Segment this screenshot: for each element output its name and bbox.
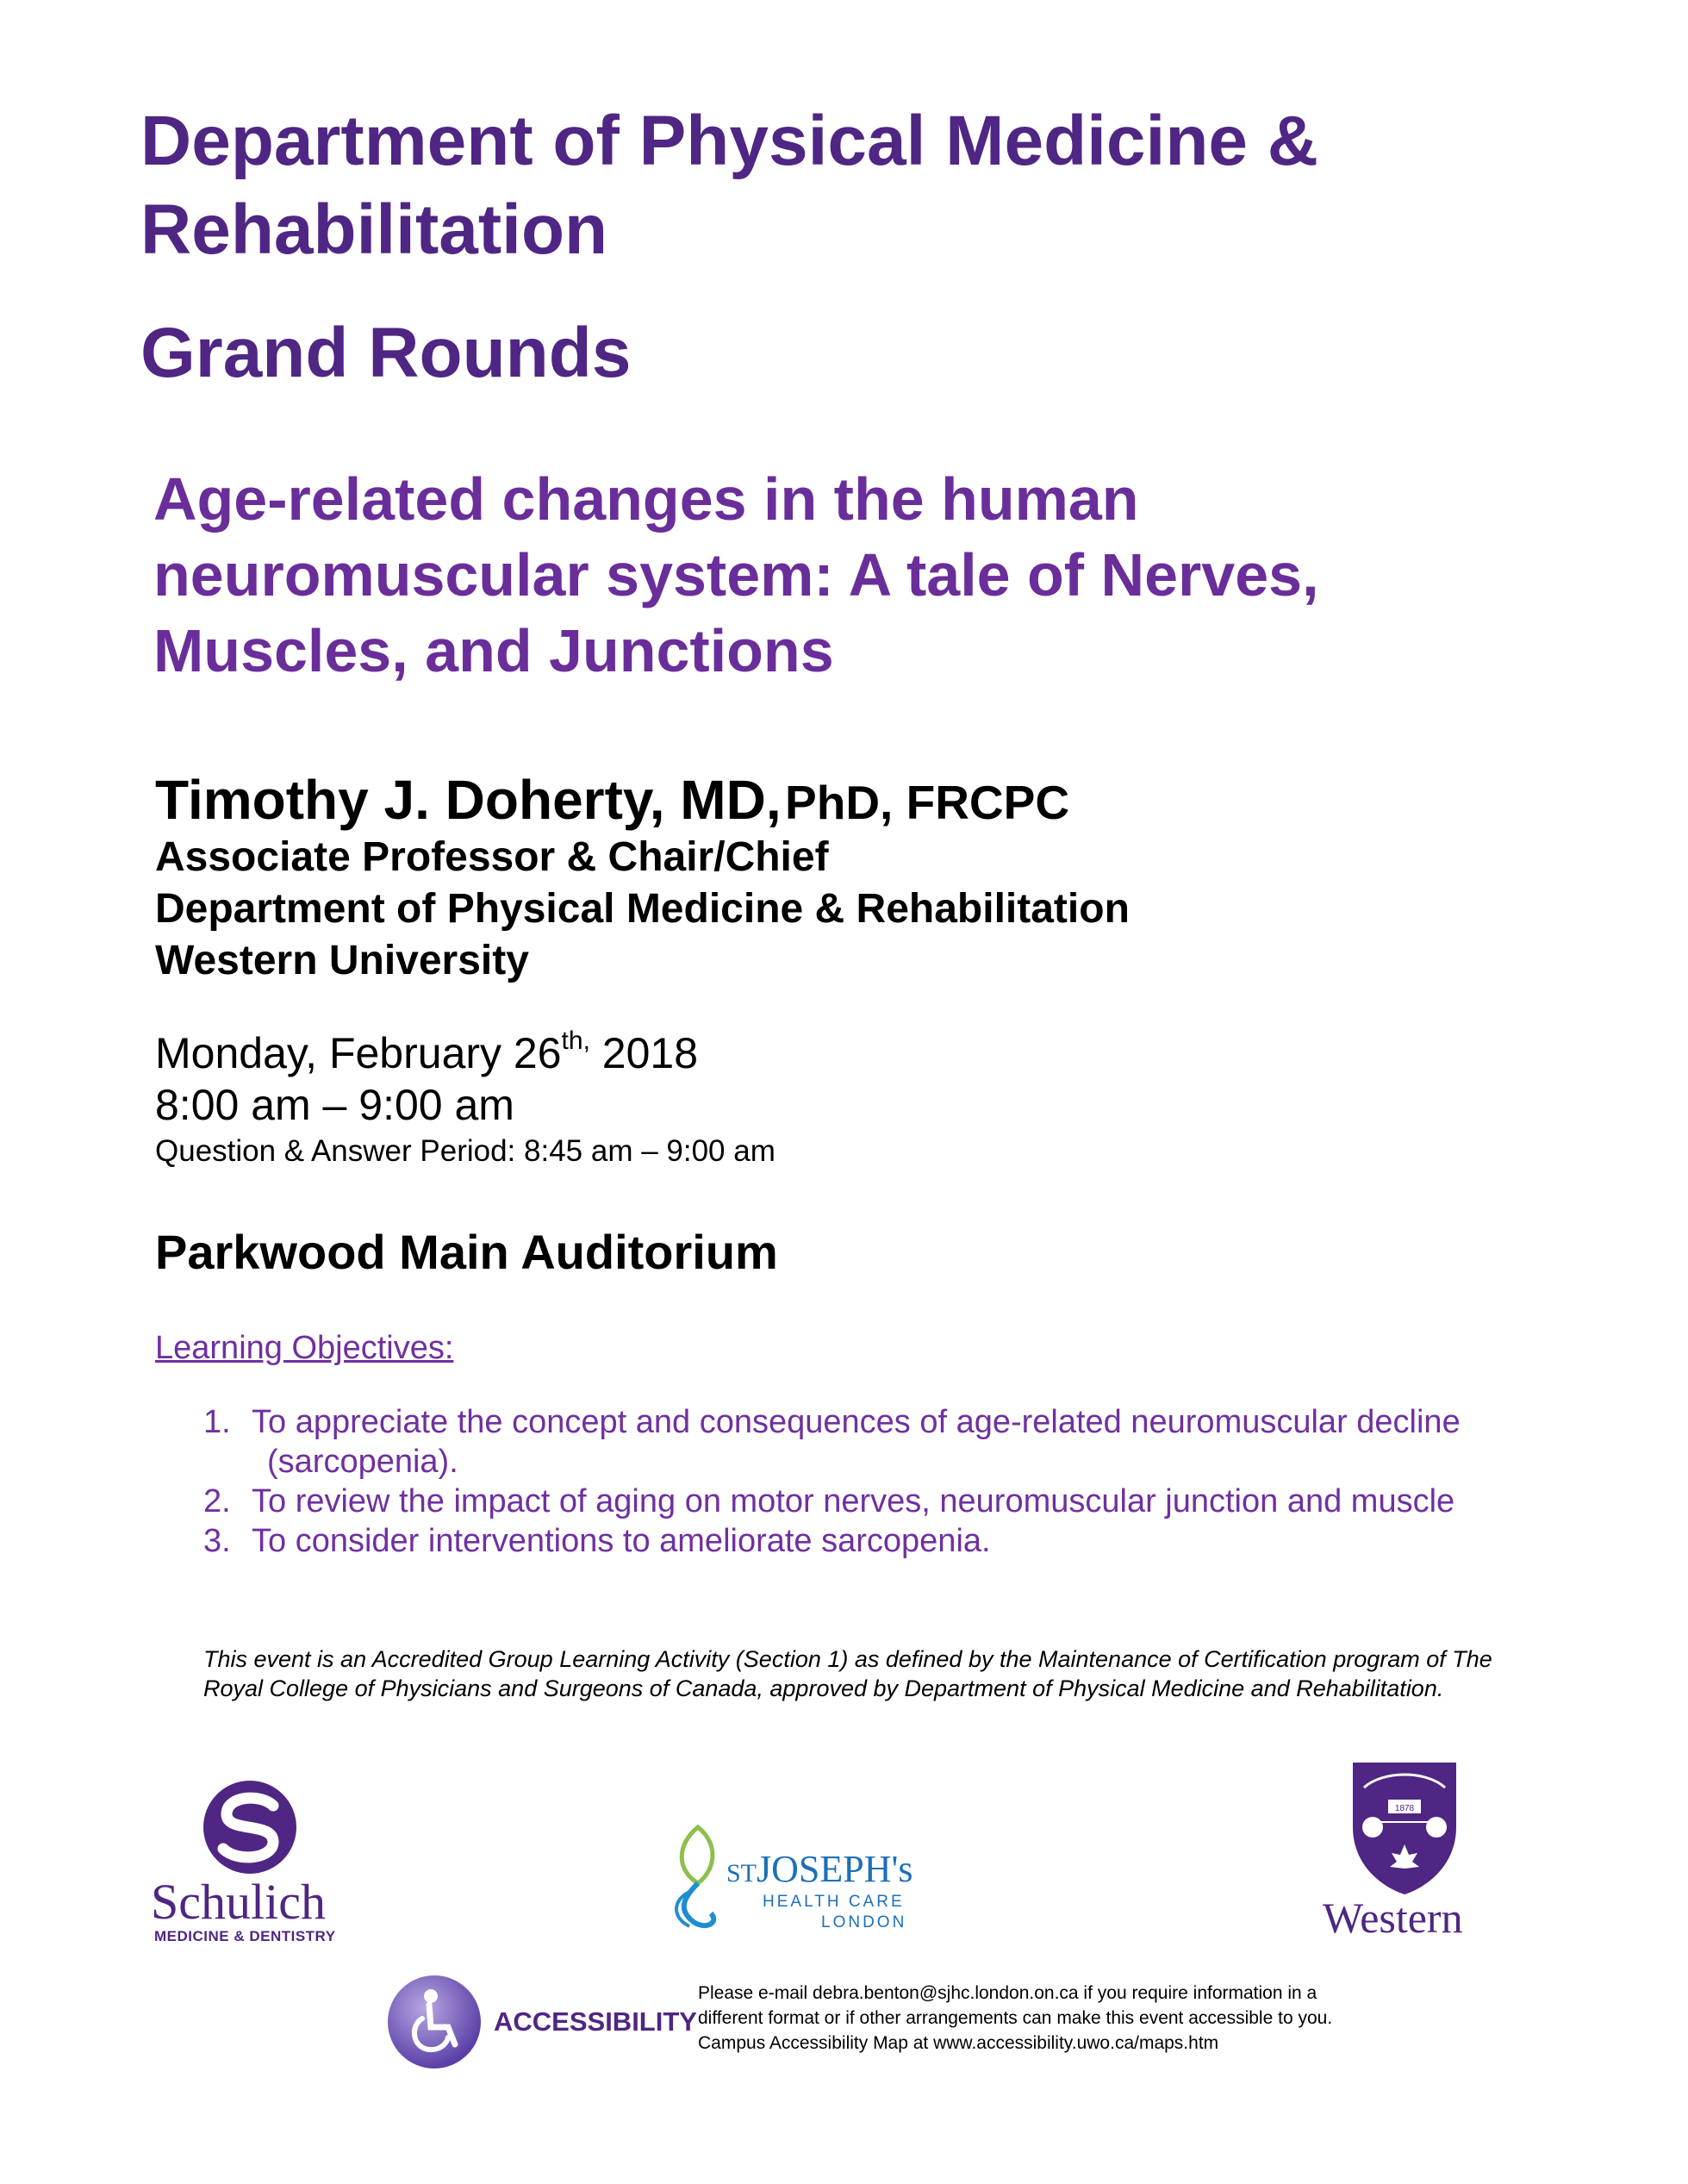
department-title-line2: Rehabilitation: [140, 190, 608, 269]
list-item: [203, 1402, 1548, 1482]
talk-title: [153, 461, 1635, 689]
date-suffix: th,: [561, 1026, 590, 1055]
venue: Parkwood Main Auditorium: [155, 1225, 778, 1279]
objective-number: 2.: [203, 1483, 231, 1519]
list-item: [203, 1521, 1548, 1561]
talk-title-line1: Age-related changes in the human: [153, 465, 1139, 533]
schulich-name: Schulich: [151, 1874, 326, 1930]
accessibility-note-line2: different format or if other arrangements can make this event accessible to you.: [698, 2008, 1333, 2028]
st-josephs-logo: [668, 1819, 944, 1939]
speaker-name-text: Timothy J. Doherty, MD,: [155, 769, 782, 831]
objective-text: [252, 1402, 1461, 1482]
speaker-institution: Western University: [155, 938, 529, 983]
st-josephs-st: ST: [726, 1859, 757, 1888]
list-item: [203, 1482, 1548, 1521]
schulich-subtitle: MEDICINE & DENTISTRY: [154, 1928, 336, 1944]
department-title: [140, 97, 1623, 274]
western-crest-icon: [1349, 1758, 1461, 1896]
objective-text: To review the impact of aging on motor nerves, neuromuscular junction and muscle: [252, 1483, 1455, 1519]
talk-title-line3: Muscles, and Junctions: [153, 617, 834, 684]
date-prefix: Monday, February 26: [155, 1029, 562, 1077]
objective-number: 1.: [203, 1404, 231, 1440]
schulich-s-icon: [194, 1780, 306, 1875]
western-logo: [1318, 1758, 1491, 1942]
event-date: [155, 1026, 698, 1081]
accreditation-statement: This event is an Accredited Group Learning Activity (Section 1) as defined by the Maintenance of Certification program of The Royal College of Physicians and Surgeons of Canada, approved by Department of Physical Medicine and Rehabilitation.: [203, 1646, 1492, 1701]
accessibility-note-line1: Please e-mail debra.benton@sjhc.london.on.ca if you require information in a: [698, 1983, 1317, 2003]
learning-objectives-heading: Learning Objectives:: [155, 1330, 454, 1366]
western-crest-year: 1878: [1394, 1804, 1415, 1813]
st-josephs-sub1: HEALTH CARE: [763, 1893, 905, 1911]
talk-title-line2: neuromuscular system: A tale of Nerves,: [153, 541, 1319, 608]
western-name: Western: [1323, 1894, 1463, 1942]
st-josephs-sub2: LONDON: [821, 1913, 907, 1931]
event-type-heading: Grand Rounds: [140, 314, 632, 392]
speaker-department: Department of Physical Medicine & Rehabilitation: [155, 886, 1130, 932]
wheelchair-icon: [386, 1974, 483, 2070]
st-josephs-name: [726, 1848, 913, 1900]
accessibility-label: ACCESSIBILITY: [494, 2006, 697, 2037]
speaker-credentials: PhD, FRCPC: [785, 776, 1070, 829]
objectives-list: [203, 1402, 1548, 1561]
accessibility-note-line3: Campus Accessibility Map at www.accessibility.uwo.ca/maps.htm: [698, 2033, 1219, 2053]
accessibility-logo: [386, 1974, 697, 2077]
objective-text: To consider interventions to ameliorate sarcopenia.: [252, 1523, 991, 1559]
leaf-icon: [668, 1819, 728, 1935]
st-josephs-main: JOSEPH's: [757, 1848, 913, 1890]
qa-label: Question & Answer Period:: [155, 1134, 516, 1168]
schulich-logo: [151, 1780, 358, 1944]
objective-text-line: To appreciate the concept and consequences of age-related neuromuscular decline: [252, 1404, 1461, 1440]
department-title-line1: Department of Physical Medicine &: [140, 102, 1319, 180]
objective-number: 3.: [203, 1523, 231, 1559]
qa-time: 8:45 am – 9:00 am: [524, 1134, 775, 1168]
qa-period: [155, 1132, 775, 1171]
accessibility-note: [698, 1981, 1473, 2056]
date-year: 2018: [589, 1029, 699, 1077]
objective-text-line: (sarcopenia).: [267, 1444, 458, 1480]
event-time: 8:00 am – 9:00 am: [155, 1081, 514, 1129]
speaker-position: Associate Professor & Chair/Chief: [155, 834, 829, 880]
